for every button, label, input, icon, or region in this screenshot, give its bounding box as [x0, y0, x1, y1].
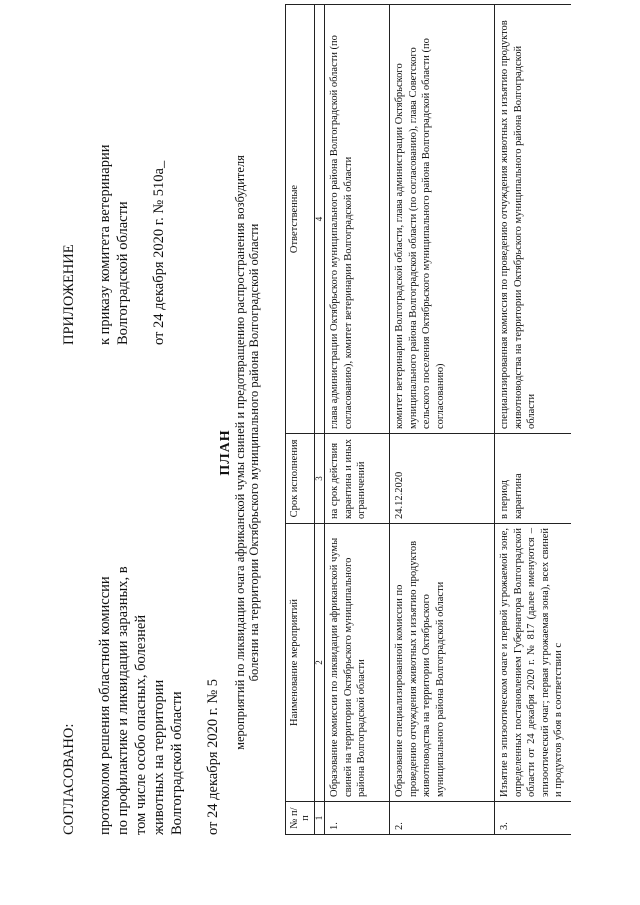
row-term: на срок действия карантина и иных ограничений: [325, 434, 390, 524]
protocol-line-2: по профилактике и ликвидации заразных, в: [115, 566, 131, 835]
table-row: [325, 5, 390, 835]
order-date: от 24 декабря 2020 г. № 510а_: [151, 160, 167, 345]
row-responsible: специализированная комиссия по проведению отчуждения животных и изъятию продуктов животноводства на территории Октябрьского муниципального района Волгоградской области: [495, 5, 572, 434]
col-number-1: 1: [315, 802, 325, 835]
row-responsible: глава администрации Октябрьского муниципального района Волгоградской области (по согласованию), комитет ветеринарии Волгоградской области: [325, 5, 390, 434]
table-header-row: [286, 5, 315, 835]
table-row: [390, 5, 495, 835]
order-line-1: к приказу комитета ветеринарии: [97, 144, 113, 345]
plan-title: ПЛАН: [218, 429, 233, 476]
approval-block: [60, 435, 222, 835]
plan-subtitle-line-2: болезни на территории Октябрьского муниципального района Волгоградской области: [247, 223, 261, 682]
appendix-heading: ПРИЛОЖЕНИЕ: [61, 244, 77, 345]
row-term: 24.12.2020: [390, 434, 495, 524]
protocol-line-4: животных на территории: [151, 679, 167, 835]
header-responsible: Ответственные: [286, 5, 315, 434]
row-number: 3.: [495, 802, 572, 835]
row-activity: Образование специализированной комиссии по проведению отчуждения животных и изъятию продуктов животноводства на территории Октябрьского муниципального района Волгоградской области: [390, 524, 495, 802]
table-column-number-row: [315, 5, 325, 835]
protocol-line-3: том числе особо опасных, болезней: [133, 614, 149, 835]
row-term: в период карантина: [495, 434, 572, 524]
plan-table: [285, 4, 571, 835]
header-term: Срок исполнения: [286, 434, 315, 524]
row-number: 1.: [325, 802, 390, 835]
row-responsible: комитет ветеринарии Волгоградской области, глава администрации Октябрьского муниципального района Волгоградской области (по согласованию), глава Советского сельского поселения Октябрьского муниципального района Волгоградской области (по согласованию): [390, 5, 495, 434]
appendix-block: [60, 45, 168, 345]
plan-title-block: [218, 0, 261, 905]
order-line-2: Волгоградской области: [115, 201, 131, 345]
col-number-3: 3: [315, 434, 325, 524]
row-activity: Образование комиссии по ликвидации африканской чумы свиней на территории Октябрьского муниципального района Волгоградской области: [325, 524, 390, 802]
row-number: 2.: [390, 802, 495, 835]
row-activity: Изъятие в эпизоотическом очаге и первой угрожаемой зоне, определенных постановлением Губернатора Волгоградской области от 24 декабря 2020 г. № 817 (далее именуются – эпизоотический очаг; первая угрожаемая зона), всех свиней и продуктов убоя в соответствии с: [495, 524, 572, 802]
col-number-4: 4: [315, 5, 325, 434]
col-number-2: 2: [315, 524, 325, 802]
protocol-date: от 24 декабря 2020 г. № 5: [205, 678, 221, 835]
header-name: Наименование мероприятий: [286, 524, 315, 802]
plan-subtitle-line-1: мероприятий по ликвидации очага африканской чумы свиней и предотвращению распространения возбудителя: [233, 155, 247, 750]
protocol-line-1: протоколом решения областной комиссии: [97, 576, 113, 835]
header-number: № п/п: [286, 802, 315, 835]
table-row: [495, 5, 572, 835]
protocol-line-5: Волгоградской области: [169, 691, 185, 835]
agreed-heading: СОГЛАСОВАНО:: [61, 723, 77, 835]
